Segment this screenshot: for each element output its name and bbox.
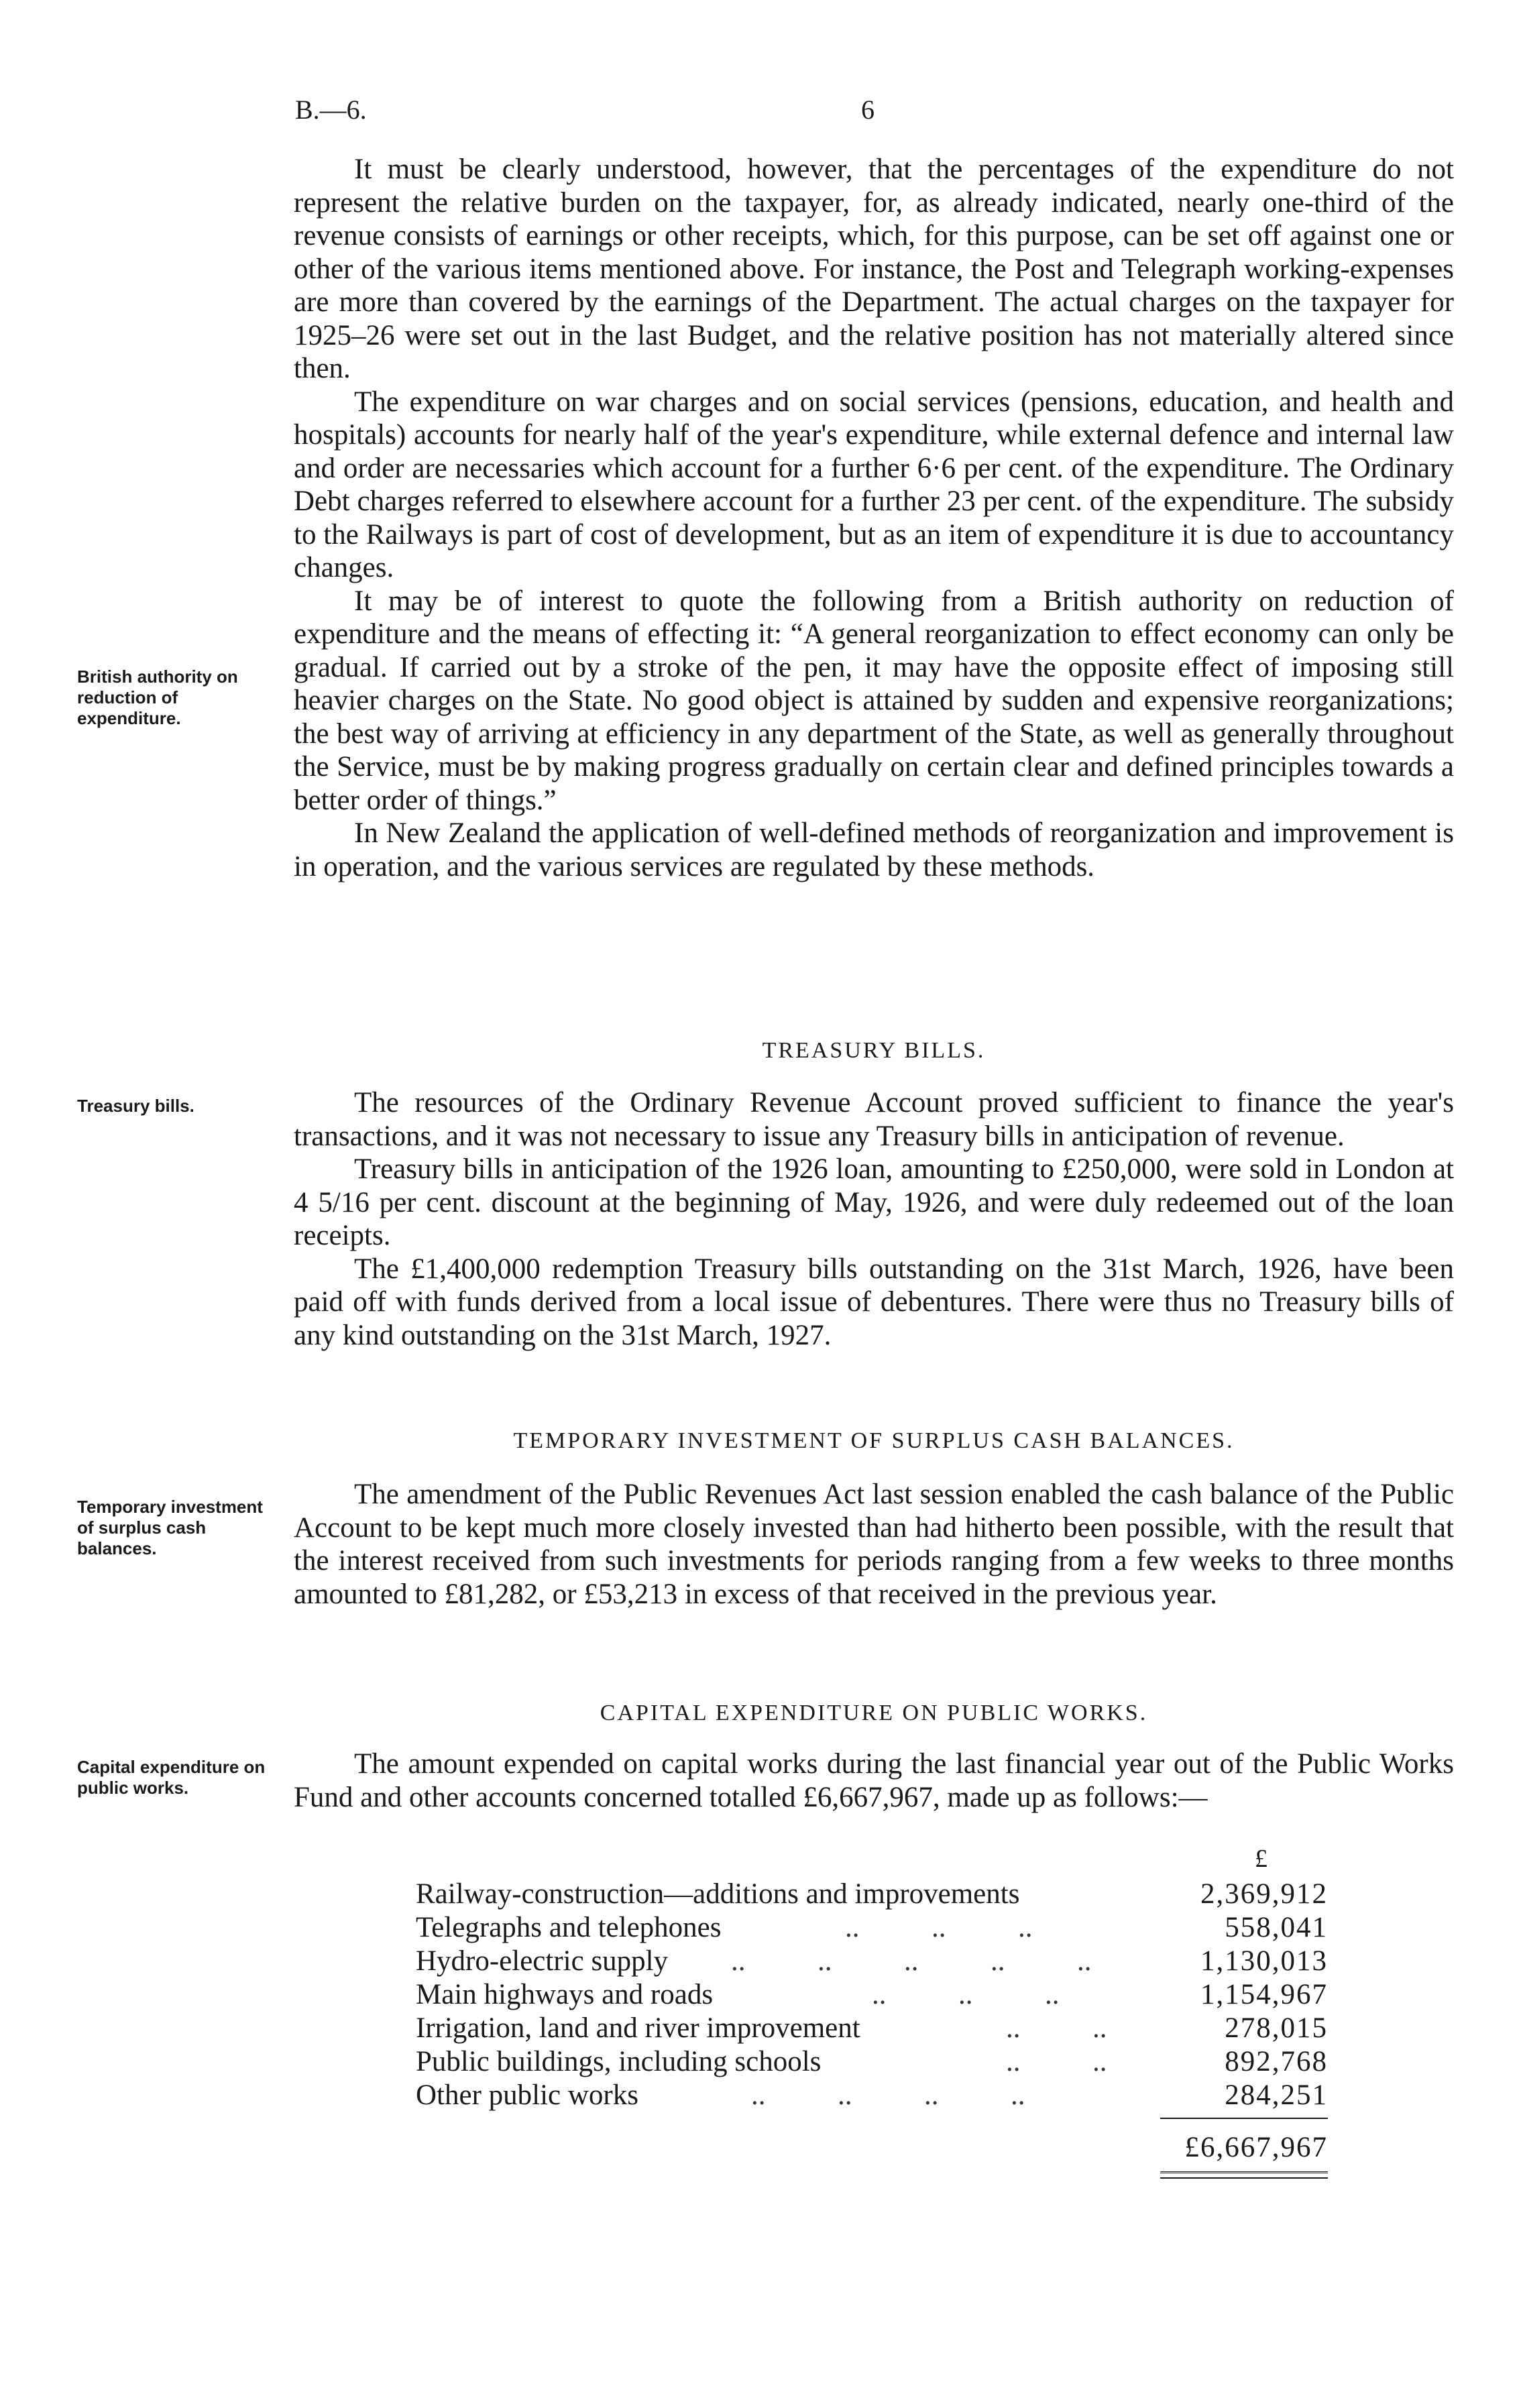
- row-amount: 1,154,967: [1200, 1979, 1328, 2010]
- row-label: Railway-construction—additions and improvements: [416, 1878, 1020, 1910]
- paragraph-redemption-bills: The £1,400,000 redemption Treasury bills outstanding on the 31st March, 1926, have been paid off with funds derived from a local issue of debentures. There were thus no Treasury bills of any kind outstanding on the 31st March, 1927.: [294, 1253, 1454, 1351]
- row-label: Other public works: [416, 2079, 638, 2111]
- table-row: [416, 1945, 1328, 1978]
- paragraph-capital-works: The amount expended on capital works during the last financial year out of the Public Works Fund and other accounts concerned totalled £6,667,967, made up as follows:—: [294, 1748, 1454, 1813]
- row-amount: 1,130,013: [1200, 1945, 1328, 1977]
- currency-unit: £: [1255, 1845, 1268, 1873]
- side-note-temporary-investment: Temporary investment of surplus cash balances.: [77, 1497, 263, 1558]
- row-amount: 892,768: [1225, 2046, 1328, 2077]
- side-note-treasury-bills: Treasury bills.: [77, 1096, 194, 1116]
- paragraph-war-charges: The expenditure on war charges and on social services (pensions, education, and health and hospitals) accounts for nearly half of the year's expenditure, while external defence and internal law and order are necessaries which account for a further 6·6 per cent. of the expenditure. The Ordinary Debt charges referred to elsewhere account for a further 23 per cent. of the expenditure. The subsidy to the Railways is part of cost of development, but as an item of expenditure it is due to accountancy changes.: [294, 386, 1454, 583]
- heading-treasury-bills: TREASURY BILLS.: [762, 1038, 986, 1063]
- public-works-table: [416, 1845, 1328, 2163]
- row-label: Public buildings, including schools: [416, 2046, 822, 2077]
- row-label: Main highways and roads: [416, 1979, 714, 2010]
- opening-text: [294, 153, 1454, 883]
- dot-leaders: .. ..: [1006, 2012, 1107, 2044]
- row-label: Irrigation, land and river improvement: [416, 2012, 860, 2044]
- page-number: 6: [861, 95, 875, 125]
- dot-leaders: .. .. ..: [872, 1979, 1060, 2010]
- capital-expenditure-text: [294, 1747, 1454, 1814]
- table-row: [416, 2045, 1328, 2079]
- table-row: [416, 1978, 1328, 2012]
- row-amount: 558,041: [1225, 1912, 1328, 1943]
- dot-leaders: .. ..: [1006, 2046, 1107, 2077]
- table-row: [416, 2012, 1328, 2045]
- subtotal-rule: [1160, 2118, 1328, 2119]
- row-amount: 278,015: [1225, 2012, 1328, 2044]
- dot-leaders: .. .. .. ..: [751, 2079, 1025, 2111]
- table-row: [416, 2079, 1328, 2112]
- paragraph-percentages: It must be clearly understood, however, that the percentages of the expenditure do not represent the relative burden on the taxpayer, for, as already indicated, nearly one-third of the revenue consists of earnings or other receipts, which, for this purpose, can be set off against one or other of the various items mentioned above. For instance, the Post and Telegraph working-expenses are more than covered by the earnings of the Department. The actual charges on the taxpayer for 1925–26 were set out in the last Budget, and the relative position has not materially altered since then.: [294, 154, 1454, 384]
- side-note-british-authority: British authority on reduction of expenditure.: [77, 667, 238, 728]
- paragraph-loan-bills: Treasury bills in anticipation of the 1926 loan, amounting to £250,000, were sold in London at 4 5/16 per cent. discount at the beginning of May, 1926, and were duly redeemed out of the loan receipts.: [294, 1153, 1454, 1251]
- heading-capital-expenditure: CAPITAL EXPENDITURE ON PUBLIC WORKS.: [600, 1701, 1148, 1725]
- total-double-rule: [1160, 2171, 1328, 2179]
- paragraph-new-zealand: In New Zealand the application of well-defined methods of reorganization and improvement is in operation, and the various services are regulated by these methods.: [294, 817, 1454, 882]
- dot-leaders: .. .. .. .. ..: [731, 1945, 1092, 1977]
- heading-temporary-investment: TEMPORARY INVESTMENT OF SURPLUS CASH BALANCES.: [513, 1428, 1235, 1453]
- row-amount: 2,369,912: [1200, 1878, 1328, 1910]
- paragraph-revenue-account: The resources of the Ordinary Revenue Account proved sufficient to finance the year's transactions, and it was not necessary to issue any Treasury bills in anticipation of revenue.: [294, 1087, 1454, 1152]
- document-reference: B.—6.: [295, 95, 367, 125]
- row-label: Hydro-electric supply: [416, 1945, 669, 1977]
- treasury-text: [294, 1086, 1454, 1352]
- paragraph-public-revenues-act: The amendment of the Public Revenues Act last session enabled the cash balance of the Public Account to be kept much more closely invested than had hitherto been possible, with the result that the interest received from such investments for periods ranging from a few weeks to three months amounted to £81,282, or £53,213 in excess of that received in the previous year.: [294, 1479, 1454, 1610]
- dot-leaders: .. .. ..: [845, 1912, 1033, 1943]
- table-total: £6,667,967: [1184, 2132, 1328, 2163]
- side-note-capital-expenditure: Capital expenditure on public works.: [77, 1757, 266, 1798]
- table-row: [416, 1911, 1328, 1945]
- table-row: [416, 1878, 1328, 1911]
- row-label: Telegraphs and telephones: [416, 1912, 722, 1943]
- temporary-investment-text: [294, 1478, 1454, 1611]
- row-amount: 284,251: [1225, 2079, 1328, 2111]
- paragraph-british-authority: It may be of interest to quote the following from a British authority on reduction of expenditure and the means of effecting it: “A general reorganization to effect economy can only be gradual. If carried out by a stroke of the pen, it may have the opposite effect of imposing still heavier charges on the State. No good object is attained by sudden and expensive reorganizations; the best way of arriving at efficiency in any department of the State, as well as generally throughout the Service, must be by making progress gradually on certain clear and defined principles towards a better order of things.”: [294, 585, 1454, 816]
